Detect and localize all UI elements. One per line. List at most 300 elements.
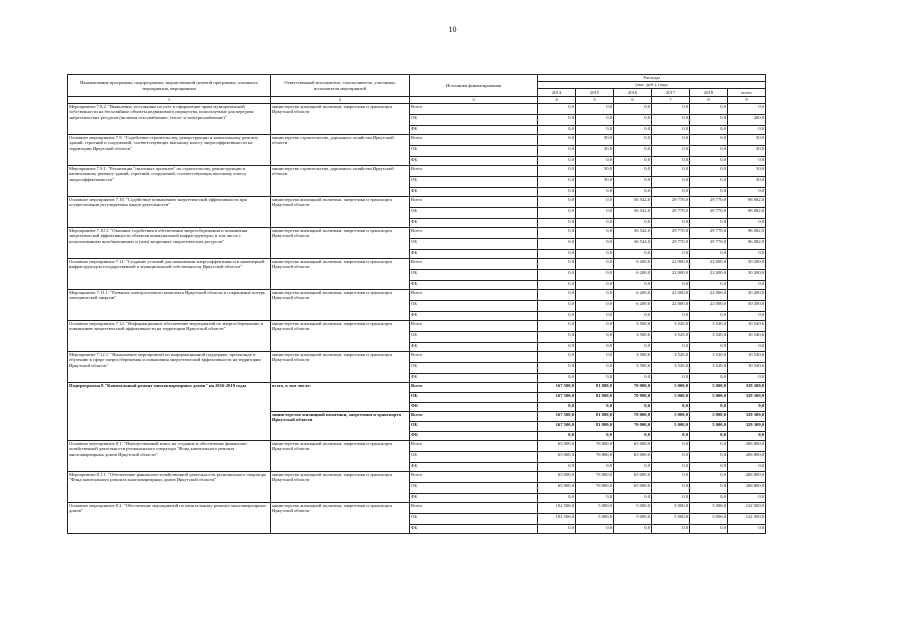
amount-cell: 0,0 — [538, 343, 576, 352]
amount-cell: 0,0 — [690, 463, 728, 472]
activity-executor: министерство жилищной политики, энергетики и транспорта Иркутской области — [271, 441, 410, 472]
amount-cell: 0,0 — [652, 281, 690, 290]
amount-cell: 70 000,0 — [614, 412, 652, 422]
amount-cell: 0,0 — [576, 188, 614, 197]
column-index: 3 — [410, 97, 538, 104]
funding-source: Всего — [410, 472, 538, 483]
amount-cell: 0,0 — [690, 312, 728, 321]
table-row — [68, 352, 766, 363]
amount-cell: 3 500,6 — [614, 363, 652, 374]
amount-cell: 0,0 — [728, 494, 766, 503]
amount-cell: 0,0 — [538, 525, 576, 534]
amount-cell: 0,0 — [652, 157, 690, 166]
funding-source: ФБ — [410, 494, 538, 503]
amount-cell: 0,0 — [690, 483, 728, 494]
amount-cell: 81 800,0 — [576, 412, 614, 422]
amount-cell: 3 520,0 — [652, 321, 690, 332]
amount-cell: 329 300,0 — [728, 422, 766, 432]
funding-source: ОБ — [410, 422, 538, 432]
table-row — [68, 104, 766, 115]
amount-cell: 0,0 — [652, 250, 690, 259]
amount-cell: 0,0 — [538, 301, 576, 312]
amount-cell: 0,0 — [576, 343, 614, 352]
funding-source: ФБ — [410, 525, 538, 534]
activity-executor: министерство строительства, дорожного хозяйства Иркутской области — [271, 166, 410, 197]
amount-cell: 50,0 — [728, 135, 766, 146]
year-header: 2018 — [690, 89, 728, 97]
amount-cell: 0,0 — [576, 126, 614, 135]
amount-cell: 0,0 — [614, 135, 652, 146]
amount-cell: 0,0 — [652, 188, 690, 197]
amount-cell: 50,0 — [576, 177, 614, 188]
amount-cell: 0,0 — [538, 290, 576, 301]
activity-name: Мероприятие 7.11.1. "Развитие электросетевого комплекса Иркутской области и сокращение потерь электрической энергии" — [68, 290, 271, 321]
amount-cell: 0,0 — [728, 374, 766, 383]
amount-cell: 0,0 — [652, 432, 690, 441]
amount-cell: 6 200,0 — [614, 290, 652, 301]
amount-cell: 3 520,0 — [690, 363, 728, 374]
amount-cell: 70 000,0 — [614, 422, 652, 432]
funding-source: ФБ — [410, 312, 538, 321]
amount-cell: 0,0 — [614, 343, 652, 352]
amount-cell: 0,0 — [614, 250, 652, 259]
amount-cell: 0,0 — [576, 115, 614, 126]
amount-cell: 0,0 — [652, 104, 690, 115]
amount-cell: 0,0 — [538, 494, 576, 503]
amount-cell: 3 520,0 — [690, 352, 728, 363]
amount-cell: 102 500,0 — [538, 514, 576, 525]
amount-cell: 81 800,0 — [576, 393, 614, 403]
amount-cell: 29 770,0 — [652, 208, 690, 219]
year-header: 2016 — [614, 89, 652, 97]
amount-cell: 50,0 — [728, 177, 766, 188]
amount-cell: 0,0 — [652, 126, 690, 135]
amount-cell: 65 000,0 — [614, 441, 652, 452]
amount-cell: 5 000,0 — [576, 503, 614, 514]
header-expenses: Расходы — [538, 75, 766, 82]
amount-cell: 0,0 — [576, 228, 614, 239]
amount-cell: 3 520,0 — [652, 363, 690, 374]
amount-cell: 0,0 — [652, 343, 690, 352]
table-row — [68, 228, 766, 239]
amount-cell: 96 082,0 — [728, 197, 766, 208]
amount-cell: 50 200,0 — [728, 270, 766, 281]
amount-cell: 0,0 — [614, 374, 652, 383]
amount-cell: 0,0 — [728, 219, 766, 228]
amount-cell: 5 000,0 — [652, 514, 690, 525]
amount-cell: 0,0 — [614, 463, 652, 472]
amount-cell: 36 542,0 — [614, 228, 652, 239]
amount-cell: 0,0 — [690, 135, 728, 146]
amount-cell: 206 800,0 — [728, 441, 766, 452]
amount-cell: 50,0 — [728, 166, 766, 177]
amount-cell: 0,0 — [538, 177, 576, 188]
amount-cell: 0,0 — [538, 312, 576, 321]
funding-source: ФБ — [410, 157, 538, 166]
funding-source: ОБ — [410, 177, 538, 188]
column-index: 4 — [538, 97, 576, 104]
amount-cell: 0,0 — [690, 432, 728, 441]
funding-source: ФБ — [410, 403, 538, 412]
amount-cell: 0,0 — [690, 115, 728, 126]
amount-cell: 122 500,0 — [728, 514, 766, 525]
amount-cell: 0,0 — [690, 250, 728, 259]
amount-cell: 29 770,0 — [690, 197, 728, 208]
amount-cell: 50,0 — [576, 166, 614, 177]
amount-cell: 65 000,0 — [614, 483, 652, 494]
funding-source: Всего — [410, 197, 538, 208]
amount-cell: 0,0 — [652, 219, 690, 228]
amount-cell: 0,0 — [690, 188, 728, 197]
amount-cell: 3 520,0 — [652, 352, 690, 363]
funding-source: Всего — [410, 135, 538, 146]
amount-cell: 0,0 — [538, 219, 576, 228]
amount-cell: 65 000,0 — [538, 452, 576, 463]
amount-cell: 22 000,0 — [652, 270, 690, 281]
table-row — [68, 197, 766, 208]
amount-cell: 50 200,0 — [728, 259, 766, 270]
activity-executor: министерство жилищной политики, энергетики и транспорта Иркутской области — [271, 503, 410, 534]
amount-cell: 29 770,0 — [690, 228, 728, 239]
amount-cell: 22 000,0 — [652, 301, 690, 312]
amount-cell: 5 000,0 — [690, 514, 728, 525]
amount-cell: 0,0 — [690, 219, 728, 228]
header-source: Источники финансирования — [410, 75, 538, 97]
amount-cell: 0,0 — [576, 219, 614, 228]
funding-source: ОБ — [410, 301, 538, 312]
amount-cell: 5 000,0 — [690, 422, 728, 432]
activity-name: Основное мероприятие 7.11. "Создание условий для повышения энергоэффективности инженерной инфраструктуры государственной и муниципальной собственности Иркутской области" — [68, 259, 271, 290]
activity-name: Основное мероприятие 7.9. "Содействие строительству, реконструкции и капитальному ремонту зданий, строений и сооружений, соответствующих высокому классу энергоэффективности на территории Иркутской области" — [68, 135, 271, 166]
funding-source: Всего — [410, 228, 538, 239]
amount-cell: 3 520,0 — [690, 332, 728, 343]
activity-name: Мероприятие 8.1.1. "Обеспечение финансово-хозяйственной деятельности регионального оператора "Фонд капитального ремонта многоквартирных домов Иркутской области" — [68, 472, 271, 503]
header-name: Наименование программы, подпрограммы, ведомственной целевой программы, основного мероприятия, мероприятия — [68, 75, 271, 97]
amount-cell: 22 000,0 — [690, 301, 728, 312]
amount-cell: 167 500,0 — [538, 412, 576, 422]
activity-name: Основное мероприятие 7.12. "Информационное обеспечение мероприятий по энергосбережению и повышению энергетической эффективности на территории Иркутской области" — [68, 321, 271, 352]
amount-cell: 0,0 — [576, 332, 614, 343]
amount-cell: 76 800,0 — [576, 483, 614, 494]
funding-source: ОБ — [410, 270, 538, 281]
amount-cell: 50,0 — [576, 135, 614, 146]
amount-cell: 206 800,0 — [728, 483, 766, 494]
amount-cell: 329 300,0 — [728, 383, 766, 393]
column-index: 9 — [728, 97, 766, 104]
amount-cell: 0,0 — [728, 188, 766, 197]
funding-source: ФБ — [410, 126, 538, 135]
amount-cell: 0,0 — [690, 441, 728, 452]
funding-source: ОБ — [410, 146, 538, 157]
amount-cell: 0,0 — [728, 463, 766, 472]
amount-cell: 0,0 — [538, 270, 576, 281]
amount-cell: 0,0 — [690, 525, 728, 534]
amount-cell: 0,0 — [614, 312, 652, 321]
amount-cell: 0,0 — [538, 259, 576, 270]
amount-cell: 76 800,0 — [576, 441, 614, 452]
amount-cell: 5 000,0 — [614, 514, 652, 525]
amount-cell: 0,0 — [538, 188, 576, 197]
amount-cell: 0,0 — [614, 146, 652, 157]
funding-source: ФБ — [410, 463, 538, 472]
amount-cell: 29 770,0 — [652, 239, 690, 250]
amount-cell: 0,0 — [576, 525, 614, 534]
amount-cell: 76 800,0 — [576, 472, 614, 483]
funding-source: Всего — [410, 412, 538, 422]
activity-executor: министерство строительства, дорожного хозяйства Иркутской области — [271, 135, 410, 166]
amount-cell: 0,0 — [652, 494, 690, 503]
amount-cell: 10 540,6 — [728, 321, 766, 332]
activity-name: Основное мероприятие 8.1. "Имущественный взнос на создание и обеспечение финансово-хозяйственной деятельности регионального оператора "Фонд капитального ремонта многоквартирных домов Иркутской области" — [68, 441, 271, 472]
amount-cell: 0,0 — [614, 177, 652, 188]
amount-cell: 65 000,0 — [538, 472, 576, 483]
amount-cell: 5 000,0 — [690, 412, 728, 422]
amount-cell: 0,0 — [690, 374, 728, 383]
amount-cell: 0,0 — [576, 208, 614, 219]
funding-source: ОБ — [410, 208, 538, 219]
amount-cell: 0,0 — [728, 281, 766, 290]
amount-cell: 36 542,0 — [614, 197, 652, 208]
amount-cell: 10 540,6 — [728, 352, 766, 363]
amount-cell: 0,0 — [576, 374, 614, 383]
amount-cell: 0,0 — [690, 403, 728, 412]
amount-cell: 0,0 — [538, 363, 576, 374]
amount-cell: 0,0 — [728, 250, 766, 259]
amount-cell: 0,0 — [614, 494, 652, 503]
amount-cell: 5 000,0 — [652, 383, 690, 393]
amount-cell: 0,0 — [652, 452, 690, 463]
activity-name: Мероприятие 7.10.1. "Оказание содействия в обеспечении энергосбережения и повышения энергетической эффективности объектов коммунальной инфраструктуры, в том числе с использованием возобновляемых и (или) вторичных энергетических ресурсов" — [68, 228, 271, 259]
amount-cell: 0,0 — [690, 157, 728, 166]
amount-cell: 22 000,0 — [690, 259, 728, 270]
amount-cell: 22 000,0 — [652, 259, 690, 270]
amount-cell: 0,0 — [576, 197, 614, 208]
amount-cell: 0,0 — [652, 441, 690, 452]
amount-cell: 0,0 — [690, 166, 728, 177]
amount-cell: 0,0 — [576, 281, 614, 290]
amount-cell: 0,0 — [690, 104, 728, 115]
activity-name: Мероприятие 7.8.2. "Выявление, постановка на учет и оформление права муниципальной собственности на бесхозяйные объекты недвижимого имущества, используемые для передачи энергетических ресурсов (включая газоснабжение, тепло- и электроснабжение)" — [68, 104, 271, 135]
table-row — [68, 383, 766, 393]
table-row — [68, 503, 766, 514]
amount-cell: 0,0 — [728, 432, 766, 441]
funding-source: ФБ — [410, 250, 538, 259]
amount-cell: 200,0 — [728, 115, 766, 126]
amount-cell: 0,0 — [538, 281, 576, 290]
table-row — [68, 441, 766, 452]
table-row — [68, 290, 766, 301]
activity-executor: министерство жилищной политики, энергетики и транспорта Иркутской области — [271, 321, 410, 352]
amount-cell: 5 000,0 — [614, 503, 652, 514]
amount-cell: 5 000,0 — [690, 383, 728, 393]
table-row — [68, 472, 766, 483]
funding-source: ФБ — [410, 343, 538, 352]
amount-cell: 5 000,0 — [652, 422, 690, 432]
amount-cell: 0,0 — [538, 126, 576, 135]
funding-source: ОБ — [410, 393, 538, 403]
amount-cell: 0,0 — [538, 146, 576, 157]
amount-cell: 102 500,0 — [538, 503, 576, 514]
amount-cell: 0,0 — [576, 363, 614, 374]
amount-cell: 0,0 — [614, 432, 652, 441]
funding-source: Всего — [410, 503, 538, 514]
amount-cell: 0,0 — [652, 115, 690, 126]
funding-source: Всего — [410, 104, 538, 115]
funding-source: ФБ — [410, 219, 538, 228]
amount-cell: 0,0 — [728, 312, 766, 321]
amount-cell: 0,0 — [728, 403, 766, 412]
amount-cell: 0,0 — [576, 403, 614, 412]
amount-cell: 0,0 — [728, 104, 766, 115]
amount-cell: 0,0 — [652, 135, 690, 146]
amount-cell: 0,0 — [652, 525, 690, 534]
amount-cell: 0,0 — [652, 166, 690, 177]
amount-cell: 0,0 — [652, 483, 690, 494]
amount-cell: 0,0 — [576, 463, 614, 472]
amount-cell: 0,0 — [614, 281, 652, 290]
amount-cell: 0,0 — [728, 157, 766, 166]
amount-cell: 0,0 — [576, 157, 614, 166]
amount-cell: 0,0 — [538, 135, 576, 146]
amount-cell: 3 500,6 — [614, 332, 652, 343]
amount-cell: 167 500,0 — [538, 422, 576, 432]
amount-cell: 0,0 — [576, 250, 614, 259]
amount-cell: 0,0 — [576, 270, 614, 281]
amount-cell: 0,0 — [652, 374, 690, 383]
amount-cell: 5 000,0 — [576, 514, 614, 525]
funding-source: ФБ — [410, 281, 538, 290]
amount-cell: 0,0 — [538, 321, 576, 332]
funding-source: Всего — [410, 441, 538, 452]
amount-cell: 0,0 — [538, 104, 576, 115]
year-header: 2015 — [576, 89, 614, 97]
amount-cell: 10 540,6 — [728, 332, 766, 343]
column-index: 5 — [576, 97, 614, 104]
amount-cell: 81 800,0 — [576, 383, 614, 393]
amount-cell: 65 000,0 — [614, 472, 652, 483]
amount-cell: 329 300,0 — [728, 412, 766, 422]
amount-cell: 70 000,0 — [614, 383, 652, 393]
amount-cell: 29 770,0 — [690, 239, 728, 250]
amount-cell: 0,0 — [538, 228, 576, 239]
amount-cell: 29 770,0 — [652, 197, 690, 208]
activity-executor: министерство жилищной политики, энергетики и транспорта Иркутской области — [271, 104, 410, 135]
amount-cell: 96 082,0 — [728, 228, 766, 239]
amount-cell: 36 542,0 — [614, 208, 652, 219]
amount-cell: 0,0 — [728, 525, 766, 534]
activity-name: Мероприятие 7.9.1. "Реализация "пилотных проектов" по строительству, реконструкции и капитальному ремонту зданий, строений, сооружений, соответствующих высокому классу энергоэффективности" — [68, 166, 271, 197]
funding-source: Всего — [410, 166, 538, 177]
amount-cell: 0,0 — [690, 343, 728, 352]
amount-cell: 0,0 — [614, 157, 652, 166]
year-header: всего — [728, 89, 766, 97]
funding-source: ФБ — [410, 188, 538, 197]
amount-cell: 70 000,0 — [614, 393, 652, 403]
amount-cell: 0,0 — [652, 463, 690, 472]
amount-cell: 0,0 — [690, 452, 728, 463]
amount-cell: 0,0 — [576, 239, 614, 250]
funding-source: ОБ — [410, 115, 538, 126]
activity-executor: министерство жилищной политики, энергетики и транспорта Иркутской области — [271, 290, 410, 321]
subprogram-executor-total: всего, в том числе: — [271, 383, 410, 412]
amount-cell: 0,0 — [538, 403, 576, 412]
amount-cell: 50 200,0 — [728, 301, 766, 312]
amount-cell: 5 000,0 — [652, 393, 690, 403]
amount-cell: 0,0 — [728, 343, 766, 352]
amount-cell: 0,0 — [614, 166, 652, 177]
amount-cell: 0,0 — [652, 312, 690, 321]
amount-cell: 3 520,0 — [690, 321, 728, 332]
activity-executor: министерство жилищной политики, энергетики и транспорта Иркутской области — [271, 352, 410, 383]
funding-source: ОБ — [410, 332, 538, 343]
amount-cell: 0,0 — [614, 525, 652, 534]
amount-cell: 3 500,6 — [614, 321, 652, 332]
amount-cell: 206 800,0 — [728, 452, 766, 463]
amount-cell: 3 500,6 — [614, 352, 652, 363]
amount-cell: 0,0 — [576, 494, 614, 503]
header-unit: (тыс. руб.), годы — [538, 82, 766, 89]
funding-source: Всего — [410, 321, 538, 332]
amount-cell: 0,0 — [538, 332, 576, 343]
amount-cell: 0,0 — [538, 115, 576, 126]
amount-cell: 96 082,0 — [728, 208, 766, 219]
amount-cell: 0,0 — [652, 146, 690, 157]
amount-cell: 65 000,0 — [538, 483, 576, 494]
amount-cell: 65 000,0 — [614, 452, 652, 463]
activity-executor: министерство жилищной политики, энергетики и транспорта Иркутской области — [271, 197, 410, 228]
funding-source: ФБ — [410, 374, 538, 383]
funding-source: Всего — [410, 383, 538, 393]
amount-cell: 29 770,0 — [652, 228, 690, 239]
funding-source: Всего — [410, 290, 538, 301]
amount-cell: 0,0 — [538, 197, 576, 208]
amount-cell: 0,0 — [728, 126, 766, 135]
amount-cell: 0,0 — [576, 104, 614, 115]
amount-cell: 0,0 — [690, 494, 728, 503]
amount-cell: 0,0 — [576, 352, 614, 363]
amount-cell: 36 542,0 — [614, 239, 652, 250]
amount-cell: 29 770,0 — [690, 208, 728, 219]
amount-cell: 0,0 — [538, 374, 576, 383]
amount-cell: 329 300,0 — [728, 393, 766, 403]
activity-executor: министерство жилищной политики, энергетики и транспорта Иркутской области — [271, 472, 410, 503]
amount-cell: 10 540,6 — [728, 363, 766, 374]
amount-cell: 0,0 — [652, 403, 690, 412]
amount-cell: 0,0 — [690, 177, 728, 188]
amount-cell: 6 200,0 — [614, 270, 652, 281]
column-index: 8 — [690, 97, 728, 104]
amount-cell: 0,0 — [576, 259, 614, 270]
amount-cell: 0,0 — [614, 403, 652, 412]
funding-source: ОБ — [410, 514, 538, 525]
amount-cell: 50 200,0 — [728, 290, 766, 301]
activity-name: Мероприятие 7.12.1. "Выполнение мероприятий по информационной поддержке, пропаганде и обучению в сфере энергосбережения и повышения энергетической эффективности на территории Иркутской области" — [68, 352, 271, 383]
amount-cell: 81 800,0 — [576, 422, 614, 432]
funding-source: ОБ — [410, 363, 538, 374]
amount-cell: 0,0 — [538, 166, 576, 177]
subprogram-name: Подпрограмма 8 "Капитальный ремонт многоквартирных домов" на 2016-2018 годы — [68, 383, 271, 441]
activity-name: Основное мероприятие 7.10. "Содействие повышению энергетической эффективности при осуществлении регулируемых видов деятельности" — [68, 197, 271, 228]
amount-cell: 0,0 — [576, 290, 614, 301]
activity-executor: министерство жилищной политики, энергетики и транспорта Иркутской области — [271, 228, 410, 259]
amount-cell: 22 000,0 — [652, 290, 690, 301]
amount-cell: 0,0 — [576, 432, 614, 441]
amount-cell: 76 800,0 — [576, 452, 614, 463]
amount-cell: 6 200,0 — [614, 301, 652, 312]
column-index: 7 — [652, 97, 690, 104]
activity-name: Основное мероприятие 8.2. "Обеспечение мероприятий по капитальному ремонту многоквартирных домов" — [68, 503, 271, 534]
table-row — [68, 166, 766, 177]
